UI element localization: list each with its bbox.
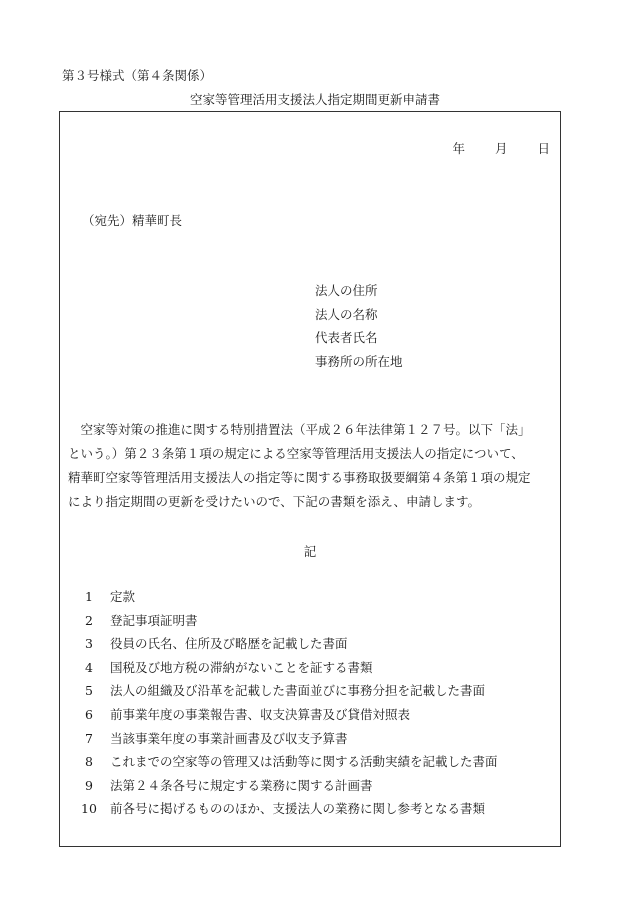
attachment-list bbox=[78, 585, 498, 821]
list-item bbox=[78, 632, 498, 656]
list-item bbox=[78, 585, 498, 609]
item-text: 前事業年度の事業報告書、収支決算書及び貸借対照表 bbox=[110, 706, 411, 722]
list-item bbox=[78, 656, 498, 680]
item-number: 7 bbox=[85, 730, 93, 746]
list-item bbox=[78, 679, 498, 703]
addressee: （宛先）精華町長 bbox=[82, 213, 183, 228]
list-item bbox=[78, 703, 498, 727]
item-text: 定款 bbox=[110, 589, 136, 604]
date-day-label: 日 bbox=[537, 141, 550, 156]
item-number: 1 bbox=[85, 589, 93, 604]
representative-name-label: 代表者氏名 bbox=[315, 330, 378, 345]
list-item bbox=[78, 774, 498, 798]
application-body bbox=[68, 418, 554, 514]
item-text: 法第２４条各号に規定する業務に関する計画書 bbox=[110, 777, 373, 793]
item-text: 国税及び地方税の滞納がないことを証する書類 bbox=[110, 659, 373, 675]
item-number: 8 bbox=[85, 754, 93, 770]
list-item bbox=[78, 727, 498, 751]
body-line: 精華町空家等管理活用支援法人の指定等に関する事務取扱要綱第４条第１項の規定 bbox=[68, 470, 531, 485]
body-line: という。）第２３条第１項の規定による空家等管理活用支援法人の指定について、 bbox=[68, 446, 524, 461]
applicant-address-label: 法人の住所 bbox=[315, 283, 378, 298]
item-text: 役員の氏名、住所及び略歴を記載した書面 bbox=[110, 636, 348, 652]
item-text: 当該事業年度の事業計画書及び収支予算書 bbox=[110, 730, 348, 746]
form-number: 第３号様式（第４条関係） bbox=[62, 68, 213, 83]
item-number: 6 bbox=[85, 706, 93, 722]
list-item bbox=[78, 609, 498, 633]
date-month-label: 月 bbox=[494, 141, 508, 156]
item-text: 登記事項証明書 bbox=[110, 612, 198, 628]
applicant-name-label: 法人の名称 bbox=[315, 306, 378, 322]
list-item bbox=[78, 750, 498, 774]
item-text: 法人の組織及び沿革を記載した書面並びに事務分担を記載した書面 bbox=[110, 683, 486, 699]
date-year-label: 年 bbox=[452, 141, 465, 156]
item-number: 10 bbox=[81, 801, 97, 817]
item-number: 5 bbox=[85, 683, 93, 699]
document-title: 空家等管理活用支援法人指定期間更新申請書 bbox=[189, 92, 440, 107]
list-item bbox=[78, 797, 498, 821]
applicant-block bbox=[315, 279, 403, 373]
ki-heading: 記 bbox=[303, 544, 317, 559]
item-number: 3 bbox=[85, 636, 93, 652]
item-text: 前各号に掲げるもののほか、支援法人の業務に関し参考となる書類 bbox=[110, 801, 486, 817]
body-line: により指定期間の更新を受けたいので、下記の書類を添え、申請します。 bbox=[68, 494, 481, 509]
form-frame bbox=[59, 111, 561, 847]
office-location-label: 事務所の所在地 bbox=[315, 353, 403, 369]
body-line: 空家等対策の推進に関する特別措置法（平成２６年法律第１２７号。以下「法」 bbox=[68, 422, 531, 437]
item-number: 2 bbox=[85, 612, 93, 628]
date-row bbox=[452, 139, 550, 157]
item-number: 9 bbox=[85, 777, 93, 793]
item-number: 4 bbox=[85, 659, 93, 675]
item-text: これまでの空家等の管理又は活動等に関する活動実績を記載した書面 bbox=[110, 754, 498, 770]
